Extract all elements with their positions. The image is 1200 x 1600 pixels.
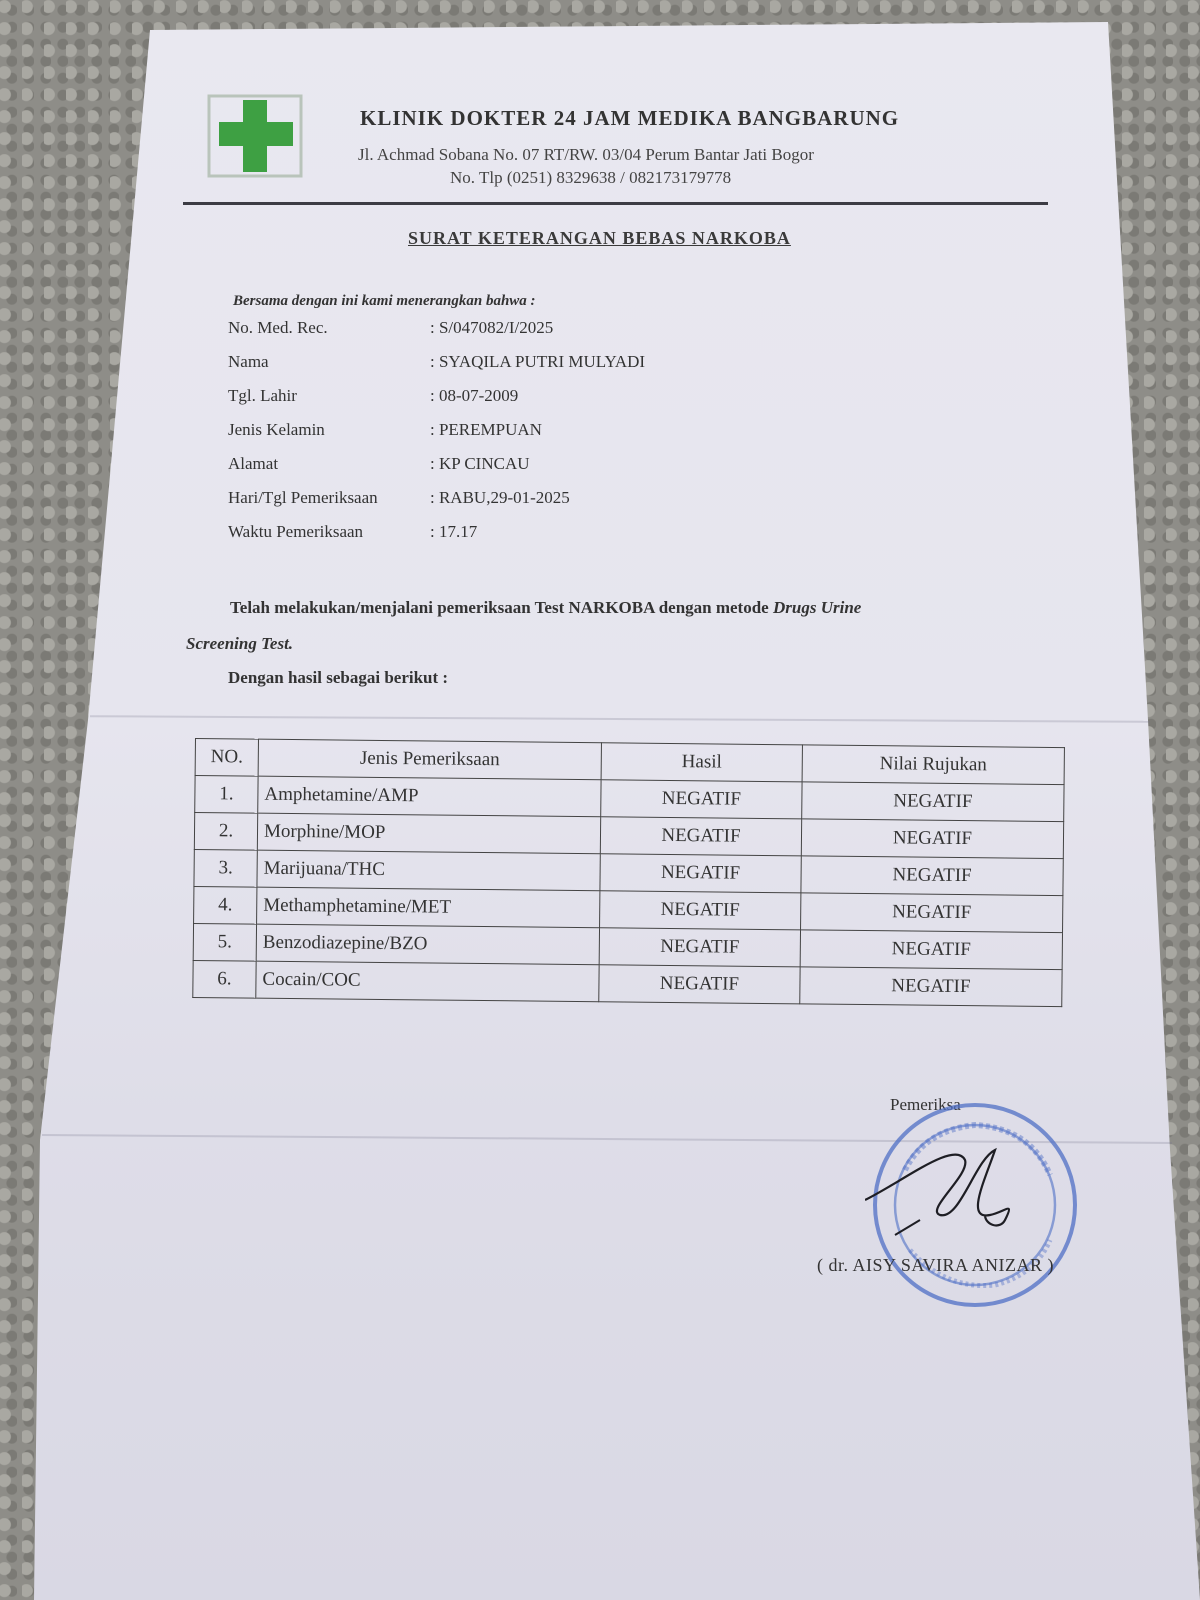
- cell-rujukan: NEGATIF: [801, 893, 1063, 933]
- field-label-med-rec: No. Med. Rec.: [228, 318, 328, 337]
- cell-rujukan: NEGATIF: [800, 930, 1062, 970]
- cell-no: 3.: [194, 849, 257, 887]
- examiner-name: ( dr. AISY SAVIRA ANIZAR ): [817, 1255, 1055, 1275]
- field-label-jenis-kelamin: Jenis Kelamin: [228, 420, 325, 439]
- cell-no: 2.: [194, 813, 257, 851]
- field-label-waktu: Waktu Pemeriksaan: [228, 522, 364, 541]
- clinic-stamp-icon: [865, 1100, 1085, 1310]
- cell-rujukan: NEGATIF: [801, 819, 1063, 859]
- cell-hasil: NEGATIF: [600, 854, 801, 893]
- field-value-hari-tgl: : RABU,29-01-2025: [430, 488, 570, 507]
- cell-hasil: NEGATIF: [600, 817, 801, 856]
- letterhead: [205, 90, 985, 200]
- field-value-nama: : SYAQILA PUTRI MULYADI: [430, 352, 646, 371]
- statement-text: Telah melakukan/menjalani pemeriksaan Test NARKOBA dengan metode: [230, 598, 773, 617]
- cell-hasil: NEGATIF: [600, 891, 801, 930]
- field-label-tgl-lahir: Tgl. Lahir: [228, 386, 297, 405]
- method-continuation: Screening Test.: [186, 634, 294, 653]
- cell-jenis: Benzodiazepine/BZO: [256, 924, 599, 965]
- clinic-address: Jl. Achmad Sobana No. 07 RT/RW. 03/04 Perum Bantar Jati Bogor: [358, 145, 814, 164]
- document-title: SURAT KETERANGAN BEBAS NARKOBA: [408, 228, 791, 248]
- clinic-phone: No. Tlp (0251) 8329638 / 082173179778: [450, 168, 732, 187]
- cell-no: 5.: [193, 923, 256, 961]
- cell-hasil: NEGATIF: [599, 965, 800, 1004]
- cell-jenis: Amphetamine/AMP: [258, 776, 601, 817]
- results-table: [192, 738, 1065, 1007]
- intro-text: Bersama dengan ini kami menerangkan bahwa :: [233, 293, 536, 309]
- column-header-rujukan: Nilai Rujukan: [802, 745, 1064, 785]
- field-value-alamat: : KP CINCAU: [430, 454, 530, 473]
- cell-jenis: Morphine/MOP: [257, 813, 600, 854]
- field-label-hari-tgl: Hari/Tgl Pemeriksaan: [228, 488, 378, 507]
- examiner-label: Pemeriksa: [890, 1095, 961, 1114]
- cell-no: 4.: [194, 886, 257, 924]
- field-value-waktu: : 17.17: [430, 522, 478, 541]
- field-value-jenis-kelamin: : PEREMPUAN: [430, 420, 542, 439]
- cell-no: 1.: [195, 776, 258, 814]
- cell-rujukan: NEGATIF: [801, 856, 1063, 896]
- cell-rujukan: NEGATIF: [802, 782, 1064, 822]
- field-value-tgl-lahir: : 08-07-2009: [430, 386, 519, 405]
- green-cross-icon: [205, 90, 305, 182]
- field-label-alamat: Alamat: [228, 454, 279, 473]
- field-label-nama: Nama: [228, 352, 269, 371]
- method-text: Drugs Urine: [772, 598, 862, 617]
- cell-jenis: Cocain/COC: [256, 961, 599, 1002]
- results-intro: Dengan hasil sebagai berikut :: [228, 668, 449, 687]
- column-header-hasil: Hasil: [601, 743, 802, 782]
- cell-rujukan: NEGATIF: [800, 967, 1062, 1007]
- cell-jenis: Marijuana/THC: [257, 850, 600, 891]
- column-header-no: NO.: [195, 739, 258, 777]
- cell-jenis: Methamphetamine/MET: [257, 887, 600, 928]
- column-header-jenis: Jenis Pemeriksaan: [258, 739, 601, 780]
- clinic-name: KLINIK DOKTER 24 JAM MEDIKA BANGBARUNG: [360, 106, 900, 130]
- statement-paragraph: [230, 598, 861, 618]
- cell-no: 6.: [193, 960, 256, 998]
- field-value-med-rec: : S/047082/I/2025: [430, 318, 554, 337]
- cell-hasil: NEGATIF: [599, 928, 800, 967]
- cell-hasil: NEGATIF: [601, 780, 802, 819]
- header-rule: [183, 202, 1048, 205]
